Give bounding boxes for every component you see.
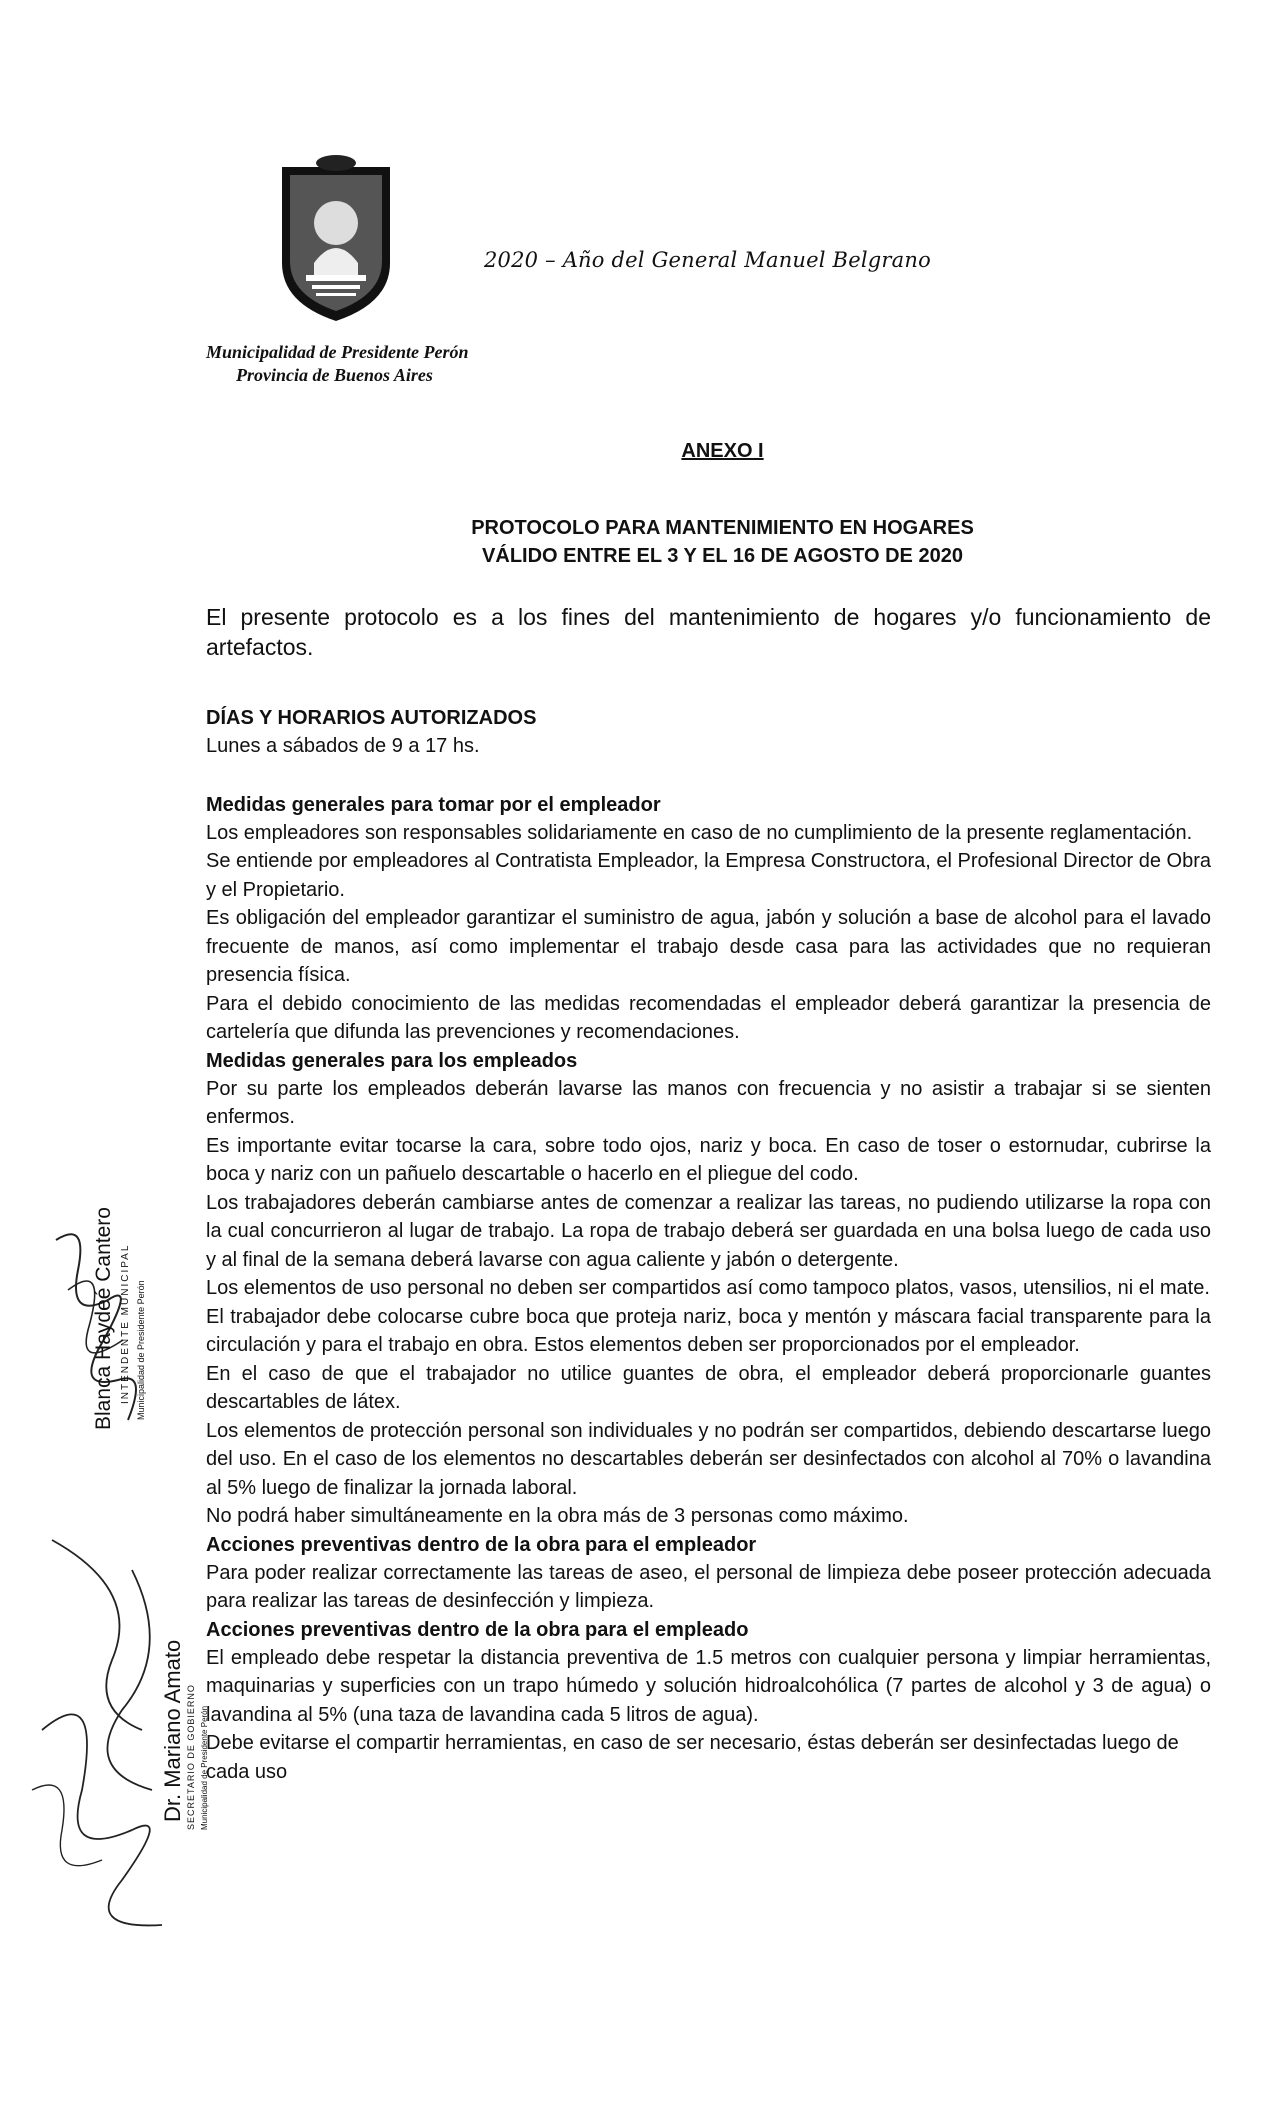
secretary-org: Municipalidad de Presidente Perón bbox=[200, 1705, 209, 1830]
employees-paragraph: Los elementos de uso personal no deben ser compartidos así como tampoco platos, vasos, utensilios, ni el mate. bbox=[206, 1277, 1210, 1299]
employees-paragraph: Es importante evitar tocarse la cara, sobre todo ojos, nariz y boca. En caso de toser o estornudar, cubrirse la boca y nariz con un pañuelo descartable o hacerlo en el pliegue del codo. bbox=[206, 1134, 1211, 1185]
secretary-role: SECRETARIO DE GOBIERNO bbox=[186, 1684, 196, 1830]
mayor-stamp bbox=[48, 1180, 168, 1440]
mayor-name: Blanca Haydeé Cantero bbox=[92, 1207, 115, 1430]
employer-paragraph: Es obligación del empleador garantizar el suministro de agua, jabón y solución a base de alcohol para el lavado frecuente de manos, así como implementar el trabajo desde casa para las actividades que no requieran presencia física. bbox=[206, 907, 1211, 986]
secretary-stamp bbox=[22, 1530, 212, 1950]
employee-preventive-heading: Acciones preventivas dentro de la obra para el empleado bbox=[206, 1618, 749, 1641]
employees-paragraph: No podrá haber simultáneamente en la obra más de 3 personas como máximo. bbox=[206, 1505, 909, 1527]
employer-paragraph: Para el debido conocimiento de las medidas recomendadas el empleador deberá garantizar la presencia de cartelería que difunda las prevenciones y recomendaciones. bbox=[206, 992, 1211, 1043]
municipality-name: Municipalidad de Presidente Perón bbox=[206, 342, 469, 362]
employer-preventive-heading: Acciones preventivas dentro de la obra para el empleador bbox=[206, 1533, 757, 1556]
annex-heading: ANEXO I bbox=[681, 440, 764, 462]
employees-paragraph: El trabajador debe colocarse cubre boca que proteja nariz, boca y mentón y máscara facial transparente para la circulación y para el trabajo en obra. Estos elementos deben ser proporcionados por el empleador. bbox=[206, 1305, 1211, 1356]
employees-paragraph: En el caso de que el trabajador no utilice guantes de obra, el empleador deberá proporcionarle guantes descartables de látex. bbox=[206, 1362, 1211, 1413]
province-name: Provincia de Buenos Aires bbox=[236, 365, 433, 385]
employees-heading: Medidas generales para los empleados bbox=[206, 1049, 578, 1072]
employee-preventive-paragraph: El empleado debe respetar la distancia preventiva de 1.5 metros con cualquier persona y limpiar herramientas, maquinarias y superficies con un trapo húmedo y solución hidroalcohólica (7 partes de alcohol y 3 de agua) o lavandina al 5% (una taza de lavandina cada 5 litros de agua). bbox=[206, 1646, 1211, 1726]
employer-paragraph: Se entiende por empleadores al Contratista Empleador, la Empresa Constructora, el Profesional Director de Obra y el Propietario. bbox=[206, 850, 1211, 901]
year-motto: 2020 – Año del General Manuel Belgrano bbox=[484, 248, 931, 272]
title-line-2: VÁLIDO ENTRE EL 3 Y EL 16 DE AGOSTO DE 2020 bbox=[482, 545, 963, 567]
employer-preventive-paragraph: Para poder realizar correctamente las tareas de aseo, el personal de limpieza debe poseer protección adecuada para realizar las tareas de desinfección y limpieza. bbox=[206, 1561, 1211, 1612]
employee-preventive-paragraph: Debe evitarse el compartir herramientas, en caso de ser necesario, éstas deberán ser desinfectadas luego de cada uso bbox=[206, 1732, 1179, 1783]
employer-paragraph: Los empleadores son responsables solidariamente en caso de no cumplimiento de la presente reglamentación. bbox=[206, 821, 1193, 844]
employees-paragraph: Los trabajadores deberán cambiarse antes de comenzar a realizar las tareas, no pudiendo utilizarse la ropa con la cual concurrieron al lugar de trabajo. La ropa de trabajo deberá ser guardada en una bolsa luego de cada uso y al final de la semana deberá lavarse con agua caliente y jabón o detergente. bbox=[206, 1191, 1211, 1271]
mayor-role: INTENDENTE MUNICIPAL bbox=[120, 1243, 131, 1404]
mayor-org: Municipalidad de Presidente Perón bbox=[136, 1280, 146, 1420]
document-title bbox=[0, 514, 1265, 570]
schedule-heading: DÍAS Y HORARIOS AUTORIZADOS bbox=[206, 707, 537, 729]
employees-paragraph: Por su parte los empleados deberán lavarse las manos con frecuencia y no asistir a trabajar si se sienten enfermos. bbox=[206, 1077, 1211, 1128]
schedule-text: Lunes a sábados de 9 a 17 hs. bbox=[206, 735, 480, 757]
document-body bbox=[206, 602, 1211, 1786]
employer-heading: Medidas generales para tomar por el empleador bbox=[206, 793, 661, 816]
intro-paragraph: El presente protocolo es a los fines del mantenimiento de hogares y/o funcionamiento de artefactos. bbox=[206, 604, 1211, 660]
title-line-1: PROTOCOLO PARA MANTENIMIENTO EN HOGARES bbox=[471, 517, 974, 539]
secretary-name: Dr. Mariano Amato bbox=[160, 1639, 185, 1822]
municipal-crest-logo bbox=[276, 153, 396, 323]
employees-paragraph: Los elementos de protección personal son individuales y no podrán ser compartidos, debiendo descartarse luego del uso. En el caso de los elementos no descartables deberán ser desinfectados con alcohol al 70% o lavandina al 5% luego de finalizar la jornada laboral. bbox=[206, 1419, 1211, 1499]
